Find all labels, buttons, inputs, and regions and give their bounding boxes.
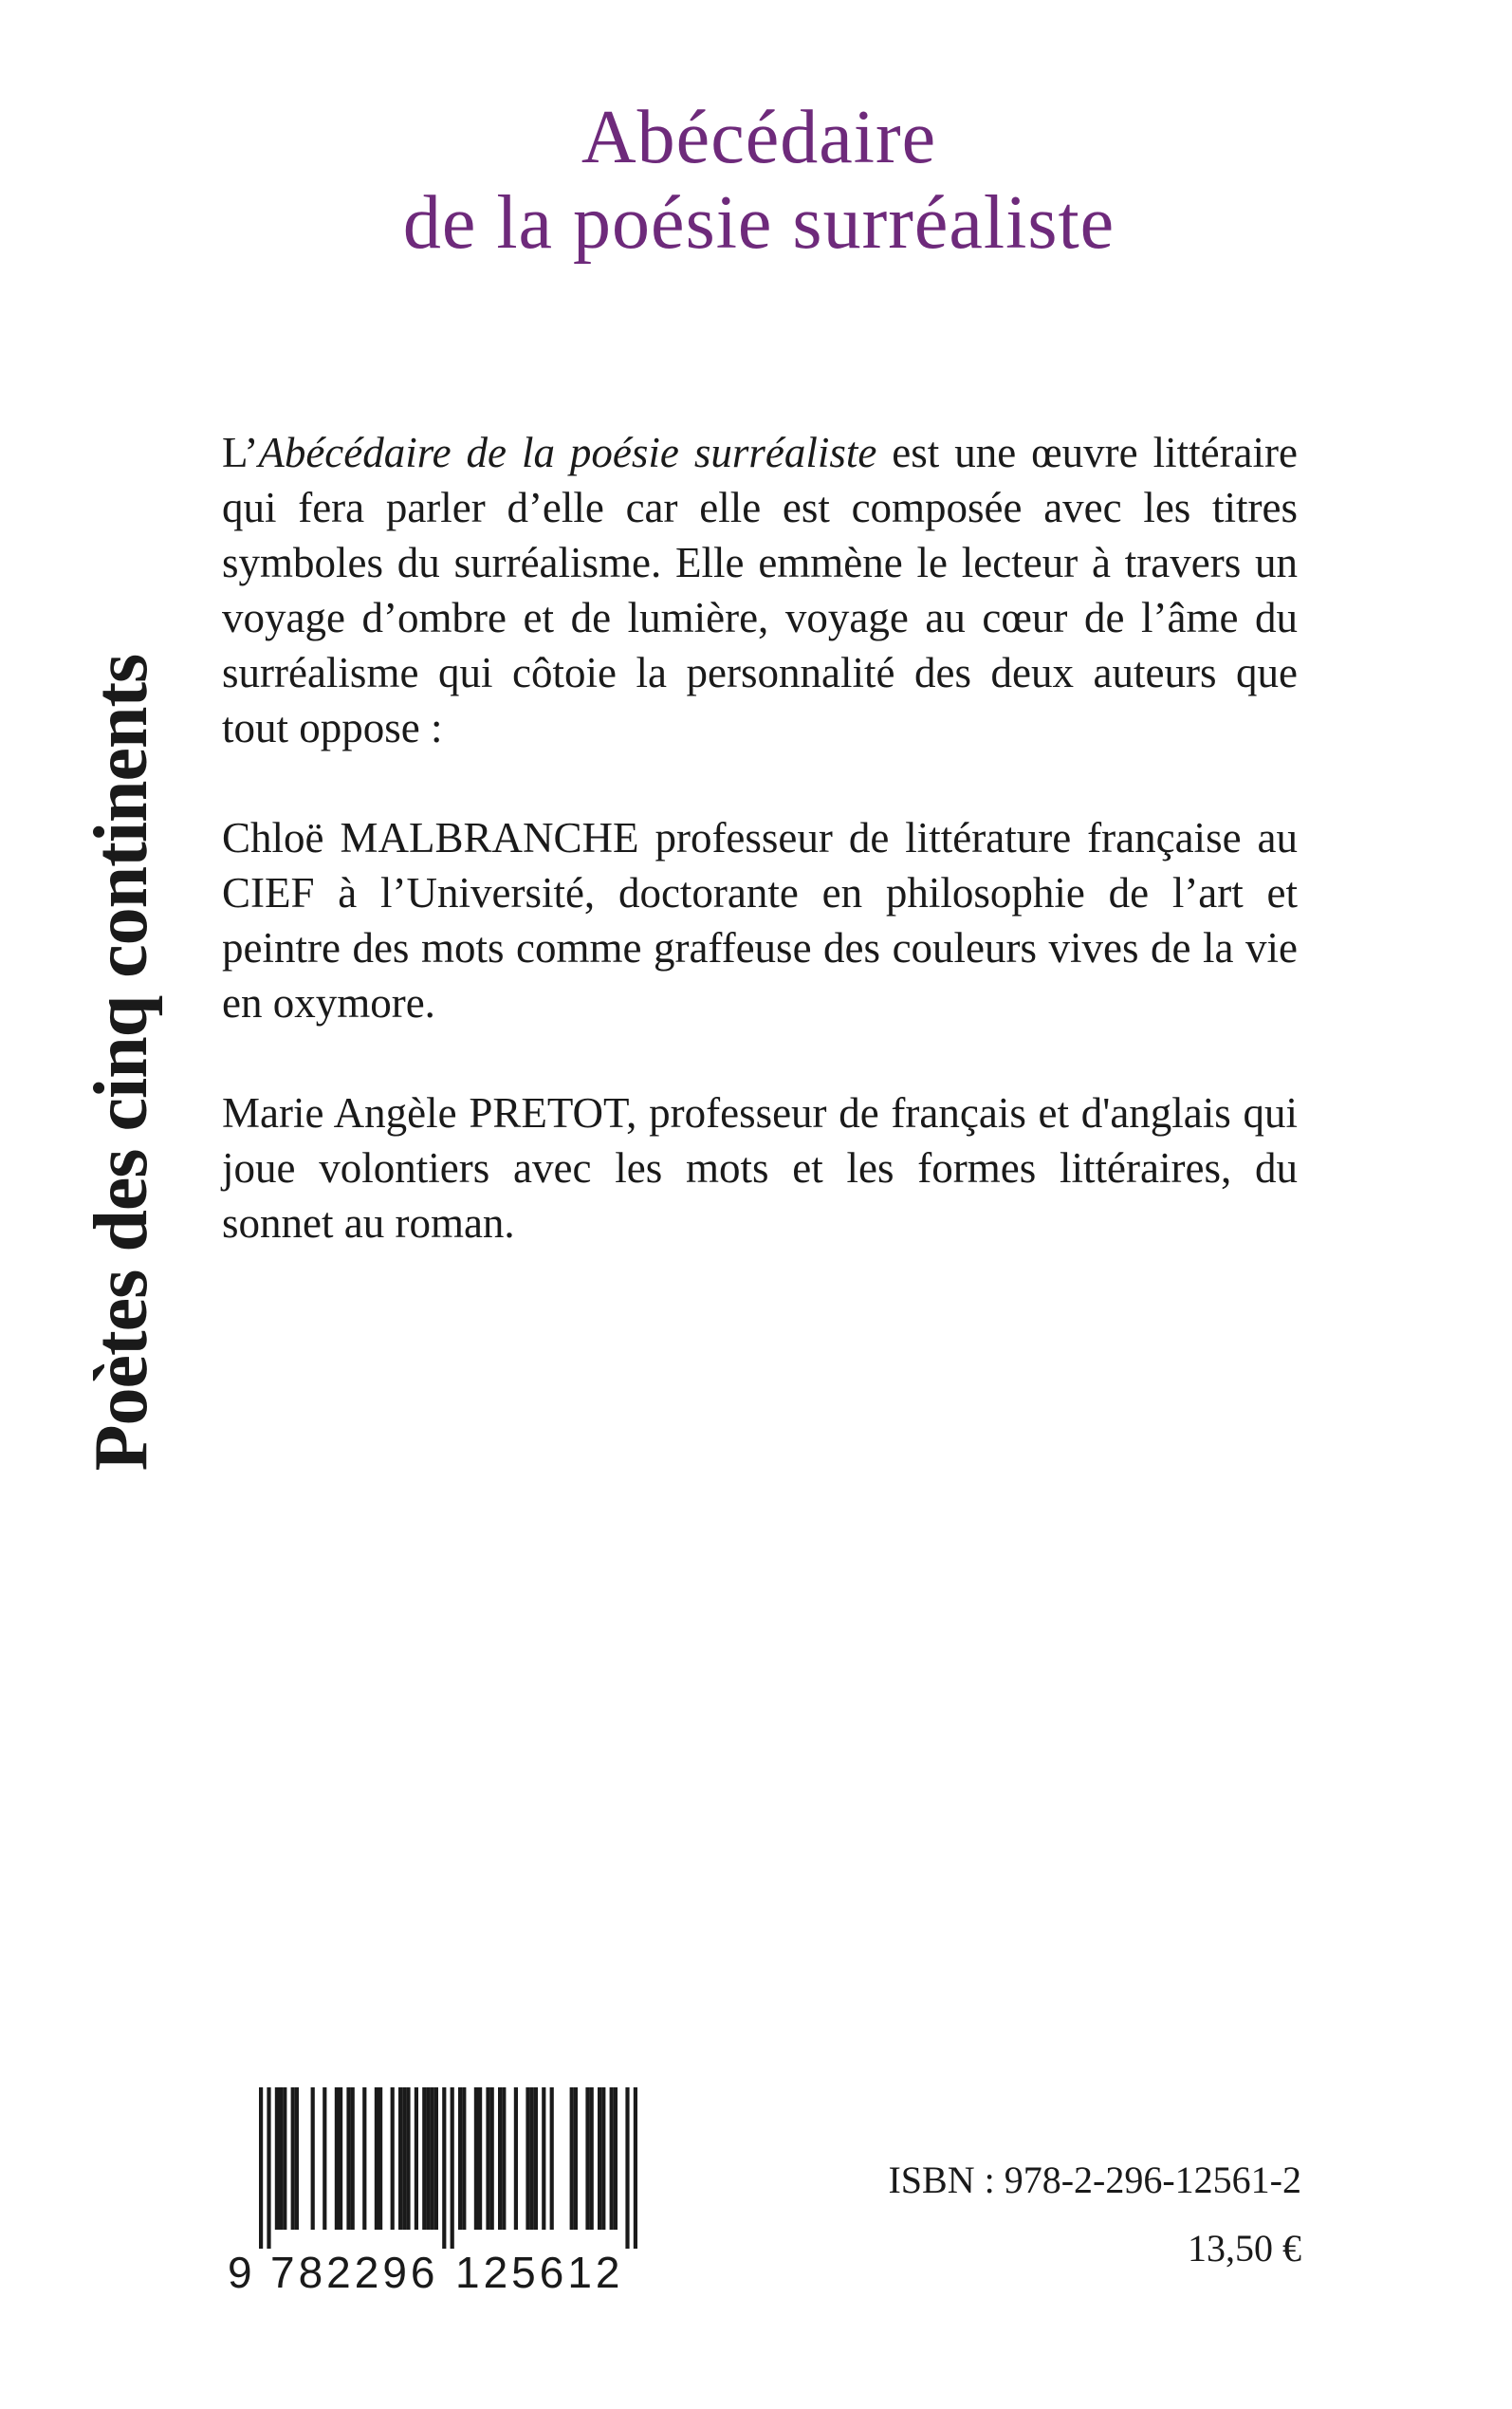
barcode-bar xyxy=(490,2087,494,2230)
barcode-bar xyxy=(311,2087,315,2230)
barcode-bar xyxy=(434,2087,438,2230)
barcode-bar xyxy=(415,2087,418,2230)
barcode-bar xyxy=(585,2087,589,2230)
barcode-bar xyxy=(431,2087,434,2230)
barcode-bar xyxy=(351,2087,355,2230)
barcode-bar xyxy=(601,2087,605,2230)
barcode-guard-bar xyxy=(442,2087,446,2249)
barcode-bar xyxy=(474,2087,478,2230)
barcode-guard-bar xyxy=(451,2087,454,2249)
barcode-bar xyxy=(462,2087,466,2230)
barcode-digit-group-2: 125612 xyxy=(455,2248,624,2297)
barcode-bar xyxy=(279,2087,283,2230)
barcode-bar xyxy=(391,2087,395,2230)
barcode-bar xyxy=(598,2087,601,2230)
barcode-guard-bar xyxy=(259,2087,263,2249)
barcode-bar xyxy=(422,2087,426,2230)
barcode-digit-first: 9 xyxy=(228,2248,252,2297)
barcode-bar xyxy=(378,2087,382,2230)
title-line-2: de la poésie surréaliste xyxy=(402,181,1116,265)
barcode-bar xyxy=(458,2087,462,2230)
barcode-bar xyxy=(362,2087,366,2230)
barcode-bar xyxy=(530,2087,534,2230)
blurb-paragraph-2: Chloë MALBRANCHE professeur de littérature française au CIEF à l’Université, doctorante en philosophie de l’art et peintre des mots comme graffeuse des couleurs vives de la vie en oxymore. xyxy=(222,814,1298,1027)
barcode-digit-group-1: 782296 xyxy=(270,2248,439,2297)
barcode-bar xyxy=(534,2087,538,2230)
barcode-bar xyxy=(406,2087,410,2230)
barcode-bar xyxy=(502,2087,506,2230)
barcode-bar xyxy=(295,2087,299,2230)
book-title xyxy=(228,95,1290,266)
blurb-paragraph-1 xyxy=(222,425,1298,755)
barcode-bar xyxy=(514,2087,518,2230)
barcode-bar xyxy=(590,2087,594,2230)
barcode-guard-bar xyxy=(267,2087,270,2249)
isbn-label: ISBN : 978-2-296-12561-2 xyxy=(888,2159,1301,2201)
barcode-bar xyxy=(398,2087,402,2230)
barcode-bar xyxy=(570,2087,574,2230)
barcode-bar xyxy=(335,2087,339,2230)
barcode-bar xyxy=(346,2087,350,2230)
barcode-bar xyxy=(486,2087,489,2230)
barcode-bar xyxy=(610,2087,614,2230)
blurb-title-italic: Abécédaire de la poésie surréaliste xyxy=(258,429,877,476)
blurb-prefix: L’ xyxy=(222,429,259,476)
barcode-bars xyxy=(230,2087,645,2249)
barcode xyxy=(230,2087,645,2249)
barcode-bar xyxy=(526,2087,529,2230)
barcode-bar xyxy=(375,2087,378,2230)
blurb-paragraph-3: Marie Angèle PRETOT, professeur de français et d'anglais qui joue volontiers avec les mots et les formes littéraires, du sonnet au roman. xyxy=(222,1089,1298,1247)
blurb-paragraph-1-text: est une œuvre littéraire qui fera parler d’elle car elle est composée avec les titres symboles du surréalisme. Elle emmène le lecteur à travers un voyage d’ombre et de lumière, voyage au cœur de l’âme du surréalisme qui côtoie la personnalité des deux auteurs que tout oppose : xyxy=(222,429,1298,751)
barcode-guard-bar xyxy=(634,2087,637,2249)
barcode-bar xyxy=(275,2087,279,2230)
series-title-vertical: Poètes des cinq continents xyxy=(80,654,163,1472)
barcode-bar xyxy=(402,2087,406,2230)
barcode-bar xyxy=(498,2087,502,2230)
barcode-bar xyxy=(542,2087,545,2230)
barcode-bar xyxy=(426,2087,430,2230)
barcode-bar xyxy=(339,2087,342,2230)
title-line-1: Abécédaire xyxy=(581,96,937,179)
barcode-bar xyxy=(478,2087,482,2230)
barcode-bar xyxy=(614,2087,618,2230)
barcode-guard-bar xyxy=(625,2087,629,2249)
barcode-bar xyxy=(323,2087,326,2230)
barcode-bar xyxy=(550,2087,554,2230)
barcode-bar xyxy=(574,2087,578,2230)
price-label: 13,50 € xyxy=(1188,2227,1301,2270)
blurb xyxy=(222,425,1298,1251)
barcode-bar xyxy=(283,2087,286,2230)
barcode-bar xyxy=(291,2087,295,2230)
